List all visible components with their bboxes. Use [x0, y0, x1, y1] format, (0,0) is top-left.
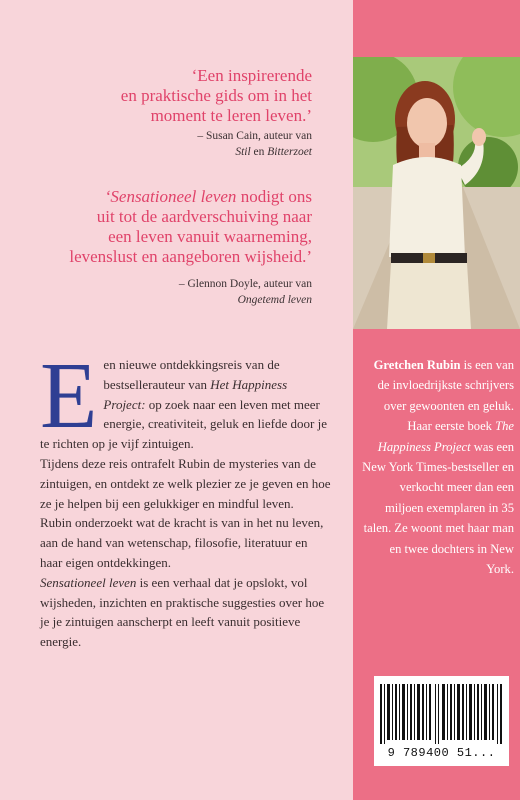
author-name: Gretchen Rubin — [373, 358, 461, 372]
quote2-attribution — [40, 276, 312, 308]
isbn-number: 9 789400 51... — [387, 746, 496, 760]
quote2-title: ‘Sensationeel leven — [104, 187, 237, 206]
barcode-bars — [380, 684, 503, 744]
blurb-p4-rest: is een verhaal dat je opslokt, vol wijsheden, inzichten en praktische suggesties over hoe je je zintuigen aanscherpt en leeft vanuit positieve energie. — [40, 574, 325, 650]
quote2-author: – Glennon Doyle, auteur van — [178, 278, 312, 290]
blurb-p1-b: op zoek naar een leven met meer energie, creativiteit, geluk en liefde door je te richten op je vijf zintuigen. — [40, 396, 327, 452]
quote-glennon-doyle — [40, 187, 312, 267]
quote-susan-cain — [60, 66, 312, 126]
quote2-line4: levenslust en aangeboren wijsheid.’ — [69, 247, 312, 266]
blurb-paragraph-1 — [40, 344, 332, 454]
quote2-line3: een leven vanuit waarneming, — [108, 227, 312, 246]
blurb-paragraph-4 — [40, 573, 332, 652]
quote2-line2: uit tot de aardverschuiving naar — [96, 207, 312, 226]
quote1-and: en — [253, 146, 265, 158]
author-bio — [362, 355, 514, 579]
blurb-paragraph-2: Tijdens deze reis ontrafelt Rubin de mysteries van de zintuigen, en ontdekt ze welk plezier ze je geven en hoe ze je helpen bij een gelukkiger en mindful leven. — [40, 455, 331, 511]
blurb-p1-a: en nieuwe ontdekkingsreis van de bestsellerauteur van — [103, 357, 280, 392]
quote1-line3: moment te leren leven.’ — [150, 106, 312, 125]
quote1-book1: Stil — [235, 146, 251, 158]
blurb-p4-title: Sensationeel leven — [40, 574, 137, 590]
quote1-attribution — [60, 128, 312, 160]
quote1-author: – Susan Cain, auteur van — [197, 130, 312, 142]
quote2-line1: nodigt ons — [236, 187, 312, 206]
quote1-line2: en praktische gids om in het — [120, 86, 312, 105]
author-photo — [353, 57, 520, 329]
quote1-line1: ‘Een inspirerende — [191, 66, 312, 85]
drop-cap: E — [40, 344, 98, 448]
blurb-p1-title: Het Happiness Project: — [103, 376, 288, 412]
blurb-text — [40, 344, 332, 652]
bio-book: The Happiness Project — [377, 419, 514, 454]
bio-text-b: was een New York Times-bestseller en verkocht meer dan een miljoen exemplaren in 35 talen. Ze woont met haar man en twee dochters in New York. — [362, 439, 514, 577]
quote1-book2: Bitterzoet — [267, 146, 312, 158]
blurb-paragraph-3: Rubin onderzoekt wat de kracht is van in het nu leven, aan de hand van wetenschap, filosofie, literatuur en haar eigen ontdekkingen. — [40, 515, 324, 570]
quote2-book: Ongetemd leven — [237, 294, 312, 306]
isbn-barcode — [374, 676, 509, 766]
bio-text-a: is een van de invloedrijkste schrijvers over gewoonten en geluk. Haar eerste boek — [377, 358, 514, 434]
